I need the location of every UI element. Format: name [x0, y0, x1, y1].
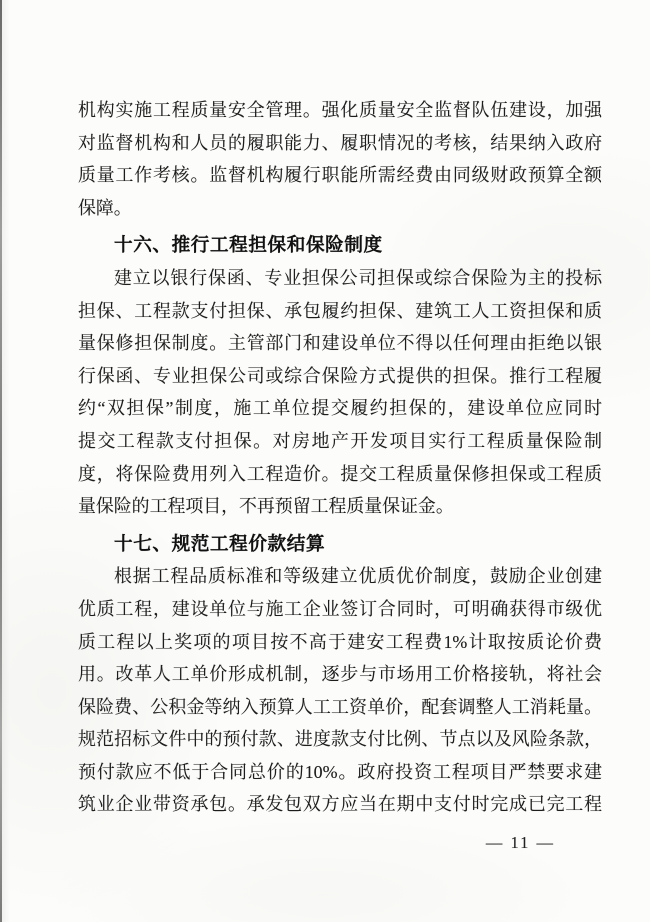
scan-edge-artifact: [0, 0, 2, 922]
text-line: 担保、工程款支付担保、承包履约担保、建筑工人工资担保和质: [78, 300, 602, 321]
section-heading: 十六、推行工程担保和保险制度: [114, 234, 383, 256]
text-line: 规范招标文件中的预付款、进度款支付比例、节点以及风险条款，: [78, 729, 602, 750]
text-line: 用。改革人工单价形成机制，逐步与市场用工价格接轨，将社会: [78, 664, 602, 685]
text-line: 筑业企业带资承包。承发包双方应当在期中支付时完成已完工程: [78, 794, 602, 815]
text-line: 质工程以上奖项的项目按不高于建安工程费1%计取按质论价费: [78, 631, 602, 652]
text-line: 量保险的工程项目，不再预留工程质量保证金。: [78, 496, 454, 517]
text-line: 建立以银行保函、专业担保公司担保或综合保险为主的投标: [114, 267, 602, 288]
text-line: 根据工程品质标准和等级建立优质优价制度，鼓励企业创建: [114, 566, 602, 587]
page-number: — 11 —: [485, 833, 555, 852]
text-line: 提交工程款支付担保。对房地产开发项目实行工程质量保险制: [78, 430, 602, 451]
text-line: 约“双担保”制度，施工单位提交履约担保的，建设单位应同时: [78, 398, 602, 419]
text-line: 机构实施工程质量安全管理。强化质量安全监督队伍建设，加强: [78, 100, 602, 120]
text-line: 度，将保险费用列入工程造价。提交工程质量保修担保或工程质: [78, 463, 602, 484]
text-line: 质量工作考核。监督机构履行职能所需经费由同级财政预算全额: [78, 165, 602, 186]
text-line: 预付款应不低于合同总价的10%。政府投资工程项目严禁要求建: [78, 761, 602, 782]
text-line: 优质工程，建设单位与施工企业签订合同时，可明确获得市级优: [78, 598, 602, 619]
text-line: 行保函、专业担保公司或综合保险方式提供的担保。推行工程履: [78, 365, 602, 386]
text-line: 对监督机构和人员的履职能力、履职情况的考核，结果纳入政府: [78, 132, 602, 153]
text-line: 保险费、公积金等纳入预算人工工资单价，配套调整人工消耗量。: [78, 696, 602, 717]
section-heading: 十七、规范工程价款结算: [114, 532, 326, 554]
text-line: 保障。: [78, 197, 132, 218]
document-text-block: [78, 94, 602, 821]
text-line: 量保修担保制度。主管部门和建设单位不得以任何理由拒绝以银: [78, 333, 602, 354]
